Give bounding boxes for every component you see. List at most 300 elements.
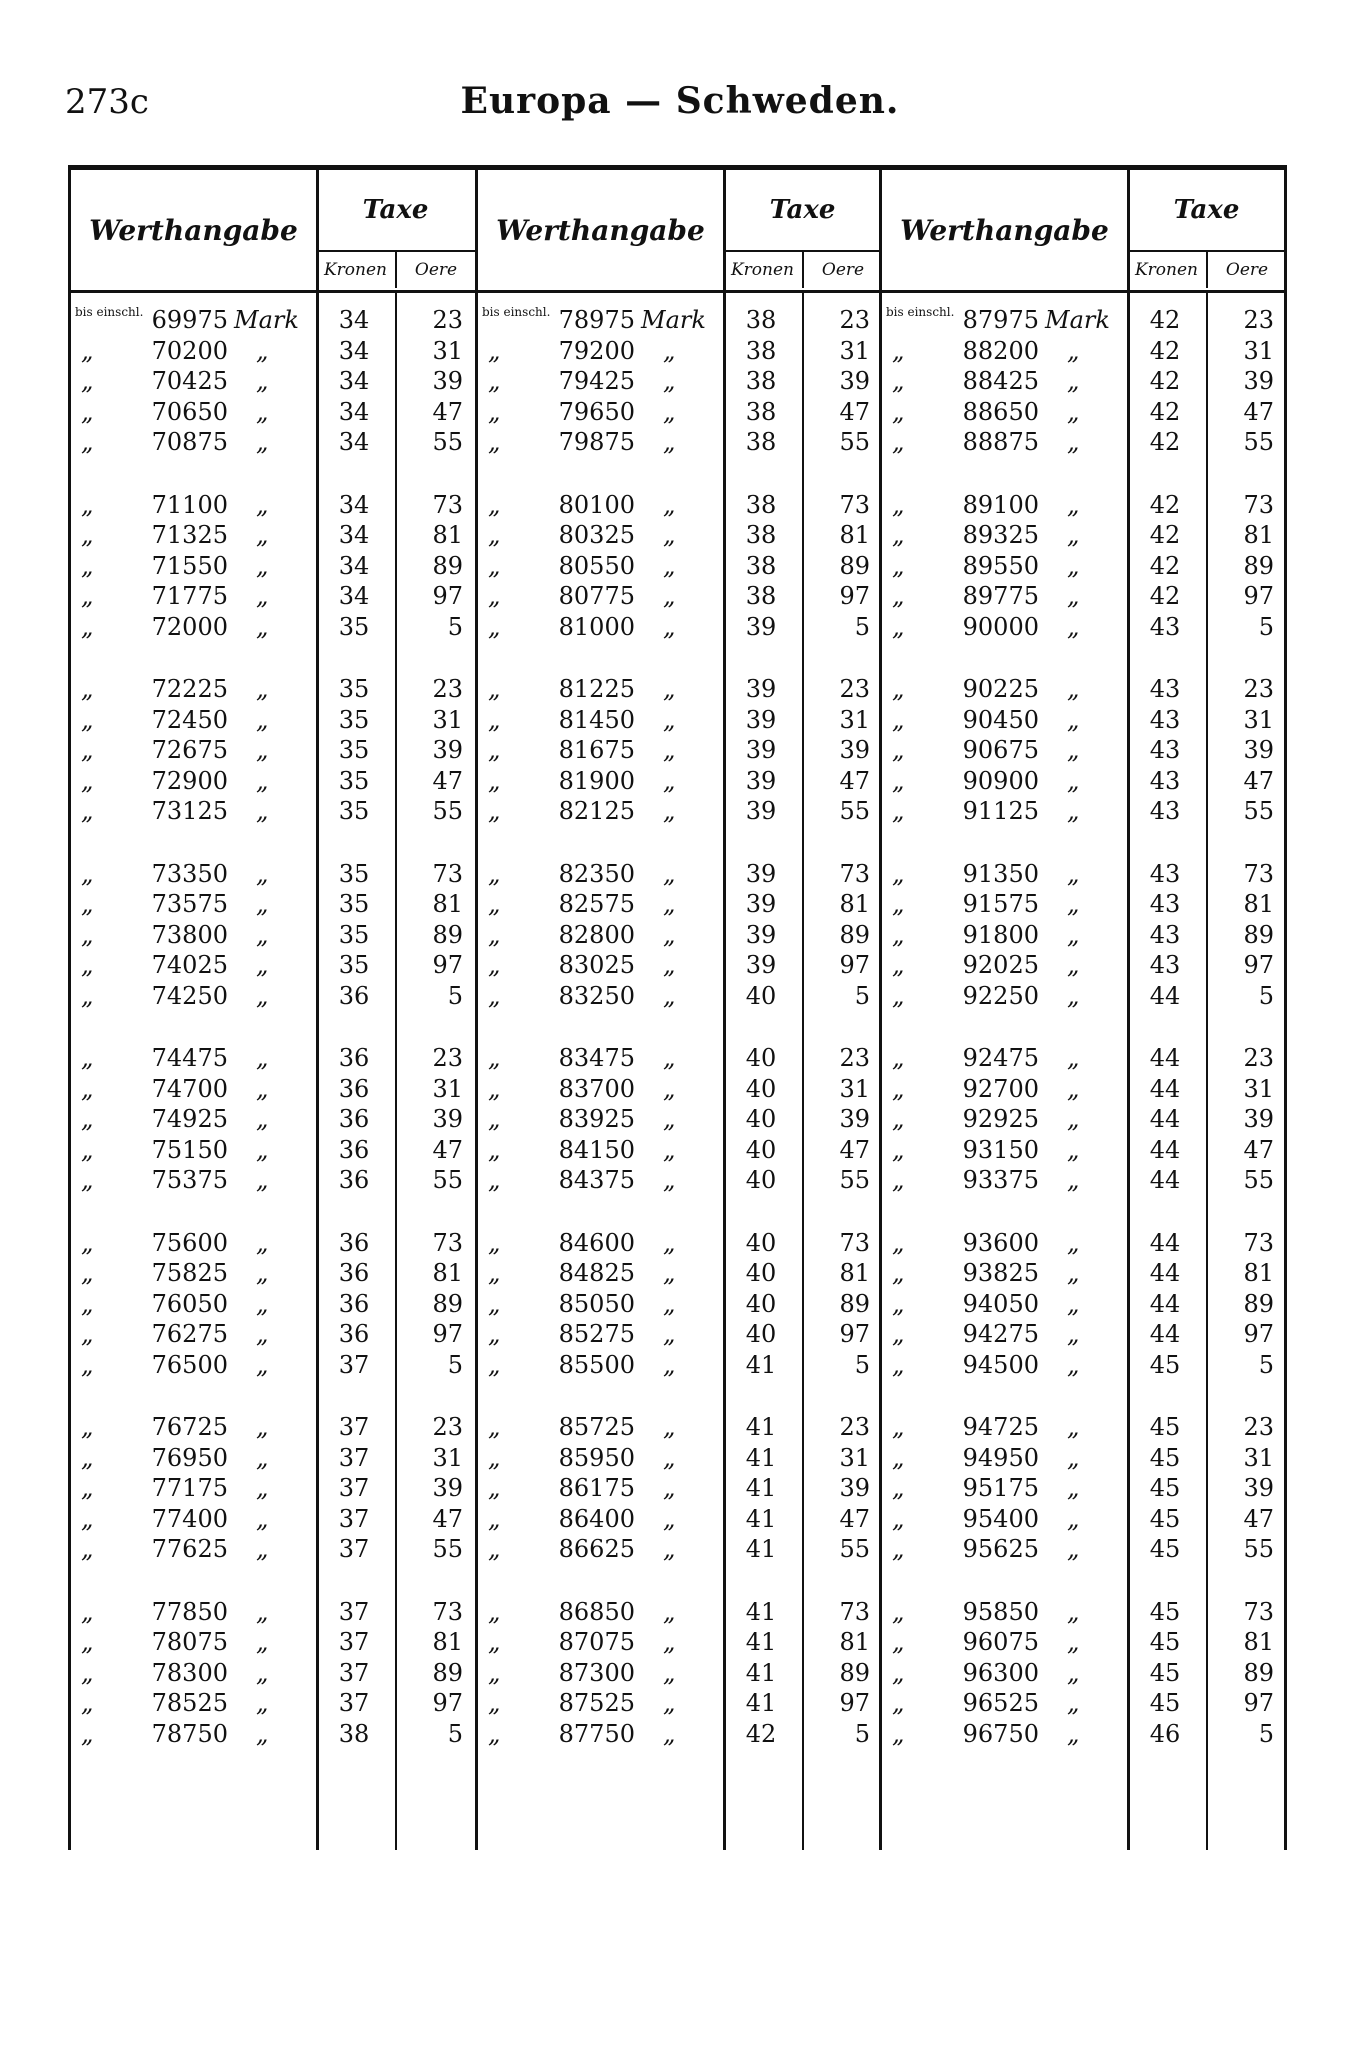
currency-unit: „ bbox=[1067, 1597, 1080, 1626]
currency-unit: „ bbox=[256, 1228, 269, 1257]
table-section bbox=[475, 170, 882, 1850]
tax-kronen: 45 bbox=[1149, 1689, 1181, 1717]
row-prefix: „ bbox=[81, 428, 94, 456]
table-row bbox=[478, 674, 882, 704]
row-prefix: bis einschl. bbox=[886, 305, 955, 319]
tax-oere: 81 bbox=[839, 1259, 870, 1287]
tax-kronen: 41 bbox=[745, 1443, 777, 1472]
currency-unit: „ bbox=[256, 336, 269, 365]
tax-oere: 31 bbox=[432, 1443, 463, 1472]
tax-oere: 39 bbox=[839, 1105, 870, 1133]
tax-oere: 89 bbox=[839, 1658, 870, 1687]
currency-unit: „ bbox=[256, 1135, 269, 1164]
currency-unit: „ bbox=[1067, 582, 1080, 610]
tax-oere: 97 bbox=[432, 1689, 463, 1717]
tax-oere: 73 bbox=[1243, 1597, 1274, 1626]
declared-value: 81675 bbox=[558, 736, 635, 764]
table-row bbox=[71, 427, 475, 457]
currency-unit: „ bbox=[663, 1689, 676, 1717]
table-row bbox=[882, 1719, 1286, 1749]
table-row bbox=[882, 1104, 1286, 1134]
tax-oere: 39 bbox=[432, 736, 463, 764]
tax-kronen: 38 bbox=[745, 551, 777, 580]
row-prefix: „ bbox=[81, 1228, 94, 1257]
currency-unit: „ bbox=[256, 1105, 269, 1133]
row-prefix: „ bbox=[488, 1443, 501, 1472]
currency-unit: „ bbox=[1067, 705, 1080, 734]
declared-value: 70650 bbox=[151, 397, 228, 426]
tax-oere: 23 bbox=[1243, 306, 1274, 334]
row-prefix: „ bbox=[488, 951, 501, 979]
declared-value: 82125 bbox=[558, 797, 635, 825]
tax-kronen: 44 bbox=[1149, 1135, 1181, 1164]
tax-kronen: 38 bbox=[745, 490, 777, 519]
tax-kronen: 44 bbox=[1149, 1074, 1181, 1103]
table-row bbox=[882, 1074, 1286, 1104]
table-row bbox=[71, 859, 475, 889]
tax-kronen: 38 bbox=[745, 521, 777, 549]
currency-unit: „ bbox=[256, 582, 269, 610]
row-prefix: „ bbox=[892, 1044, 905, 1072]
row-prefix: „ bbox=[488, 1289, 501, 1318]
table-row bbox=[882, 1135, 1286, 1165]
table-row bbox=[478, 796, 882, 826]
tax-kronen: 40 bbox=[745, 1259, 777, 1287]
row-prefix: „ bbox=[488, 1044, 501, 1072]
tax-kronen: 37 bbox=[338, 1689, 370, 1717]
tax-oere: 39 bbox=[839, 1474, 870, 1502]
row-prefix: „ bbox=[81, 612, 94, 641]
row-prefix: „ bbox=[892, 1474, 905, 1502]
currency-unit: „ bbox=[256, 1320, 269, 1348]
declared-value: 86625 bbox=[558, 1535, 635, 1563]
tax-oere: 23 bbox=[432, 1044, 463, 1072]
row-prefix: „ bbox=[892, 705, 905, 734]
table-row bbox=[478, 1473, 882, 1503]
table-row bbox=[478, 1627, 882, 1657]
currency-unit: „ bbox=[663, 397, 676, 426]
table-row bbox=[71, 1627, 475, 1657]
tax-kronen: 42 bbox=[1149, 367, 1181, 395]
row-prefix: „ bbox=[81, 1105, 94, 1133]
currency-unit: „ bbox=[663, 890, 676, 918]
declared-value: 81450 bbox=[558, 705, 635, 734]
tax-kronen: 39 bbox=[745, 859, 777, 888]
tax-kronen: 41 bbox=[745, 1350, 777, 1379]
table-row bbox=[71, 1597, 475, 1627]
row-prefix: „ bbox=[892, 1413, 905, 1441]
table-row bbox=[882, 551, 1286, 581]
declared-value: 88650 bbox=[962, 397, 1039, 426]
row-prefix: „ bbox=[892, 490, 905, 519]
row-prefix: „ bbox=[892, 1135, 905, 1164]
currency-unit: „ bbox=[663, 367, 676, 395]
row-prefix: „ bbox=[81, 551, 94, 580]
tax-oere: 47 bbox=[432, 1504, 463, 1533]
header-rule bbox=[71, 290, 475, 293]
row-prefix: „ bbox=[488, 1689, 501, 1717]
tax-kronen: 34 bbox=[338, 306, 370, 334]
declared-value: 86850 bbox=[558, 1597, 635, 1626]
row-prefix: „ bbox=[488, 797, 501, 825]
row-prefix: „ bbox=[892, 1535, 905, 1563]
table-row bbox=[882, 1228, 1286, 1258]
table-row bbox=[478, 1504, 882, 1534]
tax-kronen: 38 bbox=[745, 397, 777, 426]
currency-unit: „ bbox=[663, 1628, 676, 1656]
declared-value: 92475 bbox=[962, 1044, 1039, 1072]
kronen-header: Kronen bbox=[723, 252, 804, 288]
tax-kronen: 41 bbox=[745, 1535, 777, 1563]
table-row bbox=[478, 1074, 882, 1104]
declared-value: 87750 bbox=[558, 1719, 635, 1748]
tax-oere: 97 bbox=[1243, 951, 1274, 979]
row-prefix: „ bbox=[892, 1597, 905, 1626]
tax-kronen: 34 bbox=[338, 521, 370, 549]
tax-oere: 55 bbox=[1243, 1166, 1274, 1194]
currency-unit: „ bbox=[663, 1074, 676, 1103]
table-row bbox=[71, 1504, 475, 1534]
table-row bbox=[71, 1473, 475, 1503]
row-prefix: „ bbox=[81, 1044, 94, 1072]
tax-oere: 5 bbox=[447, 981, 463, 1010]
table-row bbox=[71, 1135, 475, 1165]
table-row bbox=[478, 1228, 882, 1258]
row-prefix: „ bbox=[892, 612, 905, 641]
declared-value: 70875 bbox=[151, 428, 228, 456]
currency-unit: „ bbox=[1067, 890, 1080, 918]
tax-kronen: 39 bbox=[745, 675, 777, 703]
table-row bbox=[71, 1319, 475, 1349]
tax-kronen: 37 bbox=[338, 1413, 370, 1441]
tax-header: Taxe bbox=[1127, 170, 1286, 252]
table-row bbox=[882, 1258, 1286, 1288]
currency-unit: „ bbox=[256, 428, 269, 456]
tax-kronen: 44 bbox=[1149, 1166, 1181, 1194]
tax-kronen: 45 bbox=[1149, 1597, 1181, 1626]
tax-oere: 5 bbox=[447, 612, 463, 641]
currency-unit: „ bbox=[663, 1474, 676, 1502]
currency-unit: „ bbox=[1067, 1228, 1080, 1257]
row-prefix: „ bbox=[488, 1658, 501, 1687]
tax-kronen: 41 bbox=[745, 1413, 777, 1441]
row-prefix: „ bbox=[488, 981, 501, 1010]
table-row bbox=[882, 1165, 1286, 1195]
table-row bbox=[478, 1319, 882, 1349]
tax-kronen: 35 bbox=[338, 766, 370, 795]
declared-value: 87975 bbox=[962, 306, 1039, 334]
row-prefix: „ bbox=[892, 1658, 905, 1687]
row-prefix: „ bbox=[488, 1597, 501, 1626]
declared-value: 83700 bbox=[558, 1074, 635, 1103]
currency-unit: „ bbox=[1067, 1689, 1080, 1717]
table-row bbox=[71, 551, 475, 581]
declared-value: 76500 bbox=[151, 1350, 228, 1379]
row-prefix: „ bbox=[892, 675, 905, 703]
table-row bbox=[478, 766, 882, 796]
currency-unit: „ bbox=[1067, 1166, 1080, 1194]
table-row bbox=[478, 1135, 882, 1165]
table-row bbox=[478, 705, 882, 735]
tax-oere: 97 bbox=[432, 951, 463, 979]
row-prefix: „ bbox=[892, 582, 905, 610]
tax-kronen: 38 bbox=[745, 582, 777, 610]
row-prefix: „ bbox=[488, 859, 501, 888]
table-row bbox=[882, 1534, 1286, 1564]
row-prefix: „ bbox=[81, 521, 94, 549]
tax-oere: 5 bbox=[1258, 612, 1274, 641]
table-row bbox=[478, 920, 882, 950]
currency-unit: „ bbox=[1067, 859, 1080, 888]
kronen-header: Kronen bbox=[316, 252, 397, 288]
tax-kronen: 39 bbox=[745, 797, 777, 825]
tax-oere: 31 bbox=[1243, 336, 1274, 365]
currency-unit: „ bbox=[256, 1535, 269, 1563]
tax-oere: 89 bbox=[1243, 1658, 1274, 1687]
tax-oere: 73 bbox=[432, 490, 463, 519]
table-row bbox=[882, 859, 1286, 889]
table-row bbox=[882, 705, 1286, 735]
table-row bbox=[71, 1443, 475, 1473]
table-row bbox=[71, 1228, 475, 1258]
tax-kronen: 44 bbox=[1149, 1289, 1181, 1318]
tax-kronen: 37 bbox=[338, 1474, 370, 1502]
amount-header: Werthangabe bbox=[478, 170, 726, 290]
header-rule bbox=[882, 290, 1286, 293]
table-row bbox=[882, 336, 1286, 366]
declared-value: 88425 bbox=[962, 367, 1039, 395]
declared-value: 75150 bbox=[151, 1135, 228, 1164]
currency-unit: „ bbox=[663, 766, 676, 795]
tax-kronen: 37 bbox=[338, 1535, 370, 1563]
tax-kronen: 40 bbox=[745, 1044, 777, 1072]
declared-value: 89325 bbox=[962, 521, 1039, 549]
declared-value: 85500 bbox=[558, 1350, 635, 1379]
row-prefix: „ bbox=[488, 1719, 501, 1748]
table-row bbox=[478, 520, 882, 550]
currency-unit: „ bbox=[663, 490, 676, 519]
table-row bbox=[478, 1104, 882, 1134]
tax-kronen: 37 bbox=[338, 1628, 370, 1656]
table-row bbox=[478, 581, 882, 611]
header-rule bbox=[478, 290, 882, 293]
declared-value: 95175 bbox=[962, 1474, 1039, 1502]
declared-value: 72900 bbox=[151, 766, 228, 795]
tax-kronen: 42 bbox=[1149, 490, 1181, 519]
row-prefix: „ bbox=[892, 1350, 905, 1379]
declared-value: 70200 bbox=[151, 336, 228, 365]
declared-value: 96075 bbox=[962, 1628, 1039, 1656]
row-prefix: „ bbox=[488, 336, 501, 365]
declared-value: 78075 bbox=[151, 1628, 228, 1656]
declared-value: 94725 bbox=[962, 1413, 1039, 1441]
currency-unit: „ bbox=[1067, 1350, 1080, 1379]
currency-unit: „ bbox=[663, 1166, 676, 1194]
tax-kronen: 43 bbox=[1149, 736, 1181, 764]
row-prefix: „ bbox=[892, 1228, 905, 1257]
kronen-header: Kronen bbox=[1127, 252, 1208, 288]
table-row bbox=[882, 1688, 1286, 1718]
row-prefix: „ bbox=[892, 859, 905, 888]
declared-value: 81900 bbox=[558, 766, 635, 795]
currency-unit: „ bbox=[1067, 1320, 1080, 1348]
tax-oere: 55 bbox=[839, 797, 870, 825]
declared-value: 79650 bbox=[558, 397, 635, 426]
tax-oere: 39 bbox=[432, 1474, 463, 1502]
row-prefix: „ bbox=[488, 612, 501, 641]
tax-oere: 23 bbox=[1243, 1044, 1274, 1072]
tax-oere: 5 bbox=[1258, 981, 1274, 1010]
currency-unit: „ bbox=[663, 612, 676, 641]
currency-unit: „ bbox=[663, 951, 676, 979]
tax-oere: 31 bbox=[1243, 1074, 1274, 1103]
row-prefix: „ bbox=[81, 490, 94, 519]
declared-value: 92025 bbox=[962, 951, 1039, 979]
table-row bbox=[882, 581, 1286, 611]
declared-value: 90450 bbox=[962, 705, 1039, 734]
table-row bbox=[882, 889, 1286, 919]
row-prefix: bis einschl. bbox=[482, 305, 551, 319]
declared-value: 87300 bbox=[558, 1658, 635, 1687]
currency-unit: „ bbox=[1067, 1535, 1080, 1563]
declared-value: 92250 bbox=[962, 981, 1039, 1010]
table-row bbox=[882, 796, 1286, 826]
row-prefix: „ bbox=[488, 428, 501, 456]
tax-oere: 47 bbox=[1243, 397, 1274, 426]
row-prefix: „ bbox=[892, 1628, 905, 1656]
tax-oere: 39 bbox=[432, 1105, 463, 1133]
table-row bbox=[478, 1289, 882, 1319]
tax-kronen: 39 bbox=[745, 705, 777, 734]
tax-kronen: 44 bbox=[1149, 1044, 1181, 1072]
table-row bbox=[882, 1289, 1286, 1319]
tax-oere: 89 bbox=[839, 920, 870, 949]
tax-oere: 39 bbox=[1243, 736, 1274, 764]
tax-kronen: 40 bbox=[745, 1320, 777, 1348]
declared-value: 75600 bbox=[151, 1228, 228, 1257]
currency-unit: „ bbox=[256, 490, 269, 519]
currency-unit: „ bbox=[256, 981, 269, 1010]
table-row bbox=[71, 920, 475, 950]
tax-oere: 23 bbox=[839, 675, 870, 703]
row-prefix: „ bbox=[81, 1289, 94, 1318]
tax-oere: 89 bbox=[432, 920, 463, 949]
declared-value: 89550 bbox=[962, 551, 1039, 580]
tax-kronen: 43 bbox=[1149, 705, 1181, 734]
tax-oere: 81 bbox=[432, 890, 463, 918]
declared-value: 94050 bbox=[962, 1289, 1039, 1318]
currency-unit: „ bbox=[1067, 920, 1080, 949]
tax-oere: 47 bbox=[1243, 766, 1274, 795]
row-prefix: „ bbox=[892, 1289, 905, 1318]
row-prefix: bis einschl. bbox=[75, 305, 144, 319]
tax-kronen: 39 bbox=[745, 766, 777, 795]
currency-unit: Mark bbox=[1045, 306, 1110, 334]
declared-value: 84150 bbox=[558, 1135, 635, 1164]
tax-kronen: 41 bbox=[745, 1474, 777, 1502]
tax-kronen: 35 bbox=[338, 612, 370, 641]
row-prefix: „ bbox=[81, 951, 94, 979]
row-prefix: „ bbox=[892, 428, 905, 456]
tax-kronen: 44 bbox=[1149, 1228, 1181, 1257]
tax-oere: 55 bbox=[1243, 428, 1274, 456]
tax-oere: 31 bbox=[839, 336, 870, 365]
tax-oere: 55 bbox=[432, 1535, 463, 1563]
declared-value: 90225 bbox=[962, 675, 1039, 703]
tax-kronen: 38 bbox=[745, 306, 777, 334]
currency-unit: „ bbox=[1067, 1044, 1080, 1072]
declared-value: 84825 bbox=[558, 1259, 635, 1287]
row-prefix: „ bbox=[488, 490, 501, 519]
declared-value: 78750 bbox=[151, 1719, 228, 1748]
declared-value: 87075 bbox=[558, 1628, 635, 1656]
table-row bbox=[71, 766, 475, 796]
tax-kronen: 41 bbox=[745, 1504, 777, 1533]
declared-value: 77850 bbox=[151, 1597, 228, 1626]
tax-kronen: 39 bbox=[745, 890, 777, 918]
tax-kronen: 41 bbox=[745, 1597, 777, 1626]
declared-value: 81225 bbox=[558, 675, 635, 703]
currency-unit: „ bbox=[663, 1658, 676, 1687]
row-prefix: „ bbox=[892, 1074, 905, 1103]
tax-kronen: 41 bbox=[745, 1689, 777, 1717]
table-row bbox=[478, 551, 882, 581]
row-prefix: „ bbox=[81, 981, 94, 1010]
table-row bbox=[478, 1658, 882, 1688]
currency-unit: „ bbox=[663, 1259, 676, 1287]
table-row bbox=[71, 1658, 475, 1688]
table-row bbox=[71, 305, 475, 335]
tax-oere: 97 bbox=[839, 1320, 870, 1348]
tax-oere: 39 bbox=[839, 736, 870, 764]
tax-kronen: 36 bbox=[338, 1166, 370, 1194]
currency-unit: „ bbox=[256, 1504, 269, 1533]
row-prefix: „ bbox=[488, 1259, 501, 1287]
declared-value: 85725 bbox=[558, 1413, 635, 1441]
tax-oere: 55 bbox=[432, 428, 463, 456]
declared-value: 95625 bbox=[962, 1535, 1039, 1563]
tax-kronen: 36 bbox=[338, 1105, 370, 1133]
row-prefix: „ bbox=[81, 1135, 94, 1164]
declared-value: 94500 bbox=[962, 1350, 1039, 1379]
currency-unit: „ bbox=[1067, 1074, 1080, 1103]
declared-value: 94275 bbox=[962, 1320, 1039, 1348]
declared-value: 88200 bbox=[962, 336, 1039, 365]
tax-oere: 89 bbox=[1243, 1289, 1274, 1318]
declared-value: 76950 bbox=[151, 1443, 228, 1472]
row-prefix: „ bbox=[81, 859, 94, 888]
tax-kronen: 43 bbox=[1149, 951, 1181, 979]
tax-oere: 97 bbox=[432, 582, 463, 610]
row-prefix: „ bbox=[81, 920, 94, 949]
tax-oere: 31 bbox=[432, 705, 463, 734]
row-prefix: „ bbox=[81, 675, 94, 703]
declared-value: 77175 bbox=[151, 1474, 228, 1502]
currency-unit: „ bbox=[663, 920, 676, 949]
tax-kronen: 38 bbox=[745, 428, 777, 456]
row-prefix: „ bbox=[892, 1166, 905, 1194]
tax-oere: 89 bbox=[432, 551, 463, 580]
tax-oere: 5 bbox=[854, 612, 870, 641]
row-prefix: „ bbox=[488, 1135, 501, 1164]
currency-unit: „ bbox=[256, 521, 269, 549]
declared-value: 71100 bbox=[151, 490, 228, 519]
currency-unit: „ bbox=[1067, 397, 1080, 426]
tax-oere: 55 bbox=[432, 1166, 463, 1194]
declared-value: 86400 bbox=[558, 1504, 635, 1533]
currency-unit: „ bbox=[1067, 675, 1080, 703]
tax-kronen: 36 bbox=[338, 1074, 370, 1103]
